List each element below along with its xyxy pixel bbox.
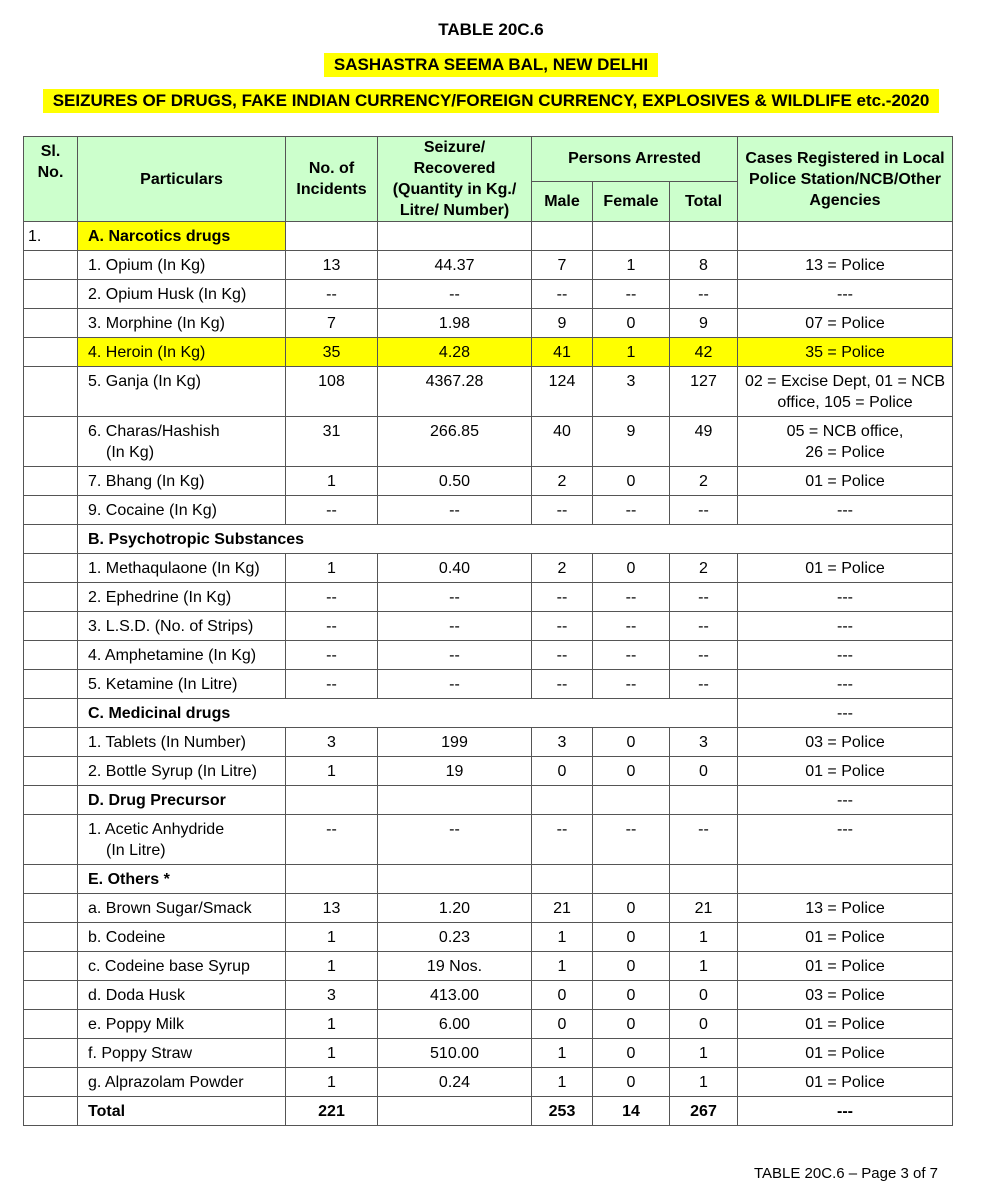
table-row: 1. Methaqulaone (In Kg) 1 0.40 2 0 2 01 = Police: [24, 554, 953, 583]
table-row: 2. Opium Husk (In Kg) -- -- -- -- -- ---: [24, 280, 953, 309]
subtitle-label: SEIZURES OF DRUGS, FAKE INDIAN CURRENCY/FOREIGN CURRENCY, EXPLOSIVES & WILDLIFE etc.-2020: [43, 89, 940, 113]
table-row: 2. Ephedrine (In Kg) -- -- -- -- -- ---: [24, 583, 953, 612]
col-total: Total: [670, 181, 738, 221]
col-incidents: No. of Incidents: [286, 137, 378, 222]
section-row-e: [24, 865, 953, 894]
col-persons-arrested: Persons Arrested: [532, 137, 738, 182]
section-row-c: C. Medicinal drugs ---: [24, 699, 953, 728]
charas-unit: (In Kg): [106, 444, 155, 461]
table-row: 7. Bhang (In Kg) 1 0.50 2 0 2 01 = Police: [24, 467, 953, 496]
table-row: b. Codeine 1 0.23 1 0 1 01 = Police: [24, 923, 953, 952]
col-male: Male: [532, 181, 593, 221]
table-row: 1. Opium (In Kg) 13 44.37 7 1 8 13 = Police: [24, 251, 953, 280]
table-row: d. Doda Husk 3 413.00 0 0 0 03 = Police: [24, 981, 953, 1010]
header-row: [24, 137, 953, 182]
table-row: 2. Bottle Syrup (In Litre) 1 19 0 0 0 01 = Police: [24, 757, 953, 786]
table-row: 5. Ganja (In Kg) 108 4367.28 124 3 127 02 = Excise Dept, 01 = NCB office, 105 = Police: [24, 367, 953, 417]
section-d: D. Drug Precursor: [78, 786, 286, 815]
table-row: e. Poppy Milk 1 6.00 0 0 0 01 = Police: [24, 1010, 953, 1039]
total-row: Total 221 253 14 267 ---: [24, 1097, 953, 1126]
table-row: f. Poppy Straw 1 510.00 1 0 1 01 = Police: [24, 1039, 953, 1068]
organization-title: [0, 53, 982, 77]
table-row: a. Brown Sugar/Smack 13 1.20 21 0 21 13 = Police: [24, 894, 953, 923]
section-row-b: [24, 525, 953, 554]
table-row: 3. L.S.D. (No. of Strips) -- -- -- -- -- ---: [24, 612, 953, 641]
charas-label: 6. Charas/Hashish: [88, 423, 220, 440]
col-female: Female: [593, 181, 670, 221]
section-row-d: D. Drug Precursor ---: [24, 786, 953, 815]
section-c: C. Medicinal drugs: [78, 699, 738, 728]
table-row: 3. Morphine (In Kg) 7 1.98 9 0 9 07 = Police: [24, 309, 953, 338]
col-sl-no: Sl. No.: [24, 137, 78, 222]
table-row: 6. Charas/Hashish (In Kg) 31 266.85 40 9 49 05 = NCB office, 26 = Police: [24, 417, 953, 467]
table-row: 5. Ketamine (In Litre) -- -- -- -- -- ---: [24, 670, 953, 699]
col-particulars: Particulars: [78, 137, 286, 222]
col-seizure: Seizure/ Recovered (Quantity in Kg./ Litre/ Number): [378, 137, 532, 222]
table-row: 1. Tablets (In Number) 3 199 3 0 3 03 = Police: [24, 728, 953, 757]
table-row: g. Alprazolam Powder 1 0.24 1 0 1 01 = Police: [24, 1068, 953, 1097]
subtitle: [0, 89, 982, 113]
section-a: A. Narcotics drugs: [78, 222, 286, 251]
table-row: 9. Cocaine (In Kg) -- -- -- -- -- ---: [24, 496, 953, 525]
organization-label: SASHASTRA SEEMA BAL, NEW DELHI: [324, 53, 658, 77]
col-cases: Cases Registered in Local Police Station/NCB/Other Agencies: [738, 137, 953, 222]
section-e: E. Others *: [78, 865, 286, 894]
table-row: 1. Acetic Anhydride (In Litre) -- -- -- -- -- ---: [24, 815, 953, 865]
table-row: c. Codeine base Syrup 1 19 Nos. 1 0 1 01 = Police: [24, 952, 953, 981]
seizure-table: [23, 136, 953, 1126]
table-id: TABLE 20C.6: [438, 20, 544, 39]
page-footer: TABLE 20C.6 – Page 3 of 7: [753, 1165, 938, 1182]
sl-number: 1.: [24, 222, 78, 251]
section-b: B. Psychotropic Substances: [78, 525, 953, 554]
table-row: 4. Amphetamine (In Kg) -- -- -- -- -- ---: [24, 641, 953, 670]
table-row-highlighted: 4. Heroin (In Kg) 35 4.28 41 1 42 35 = Police: [24, 338, 953, 367]
section-row-a: [24, 222, 953, 251]
